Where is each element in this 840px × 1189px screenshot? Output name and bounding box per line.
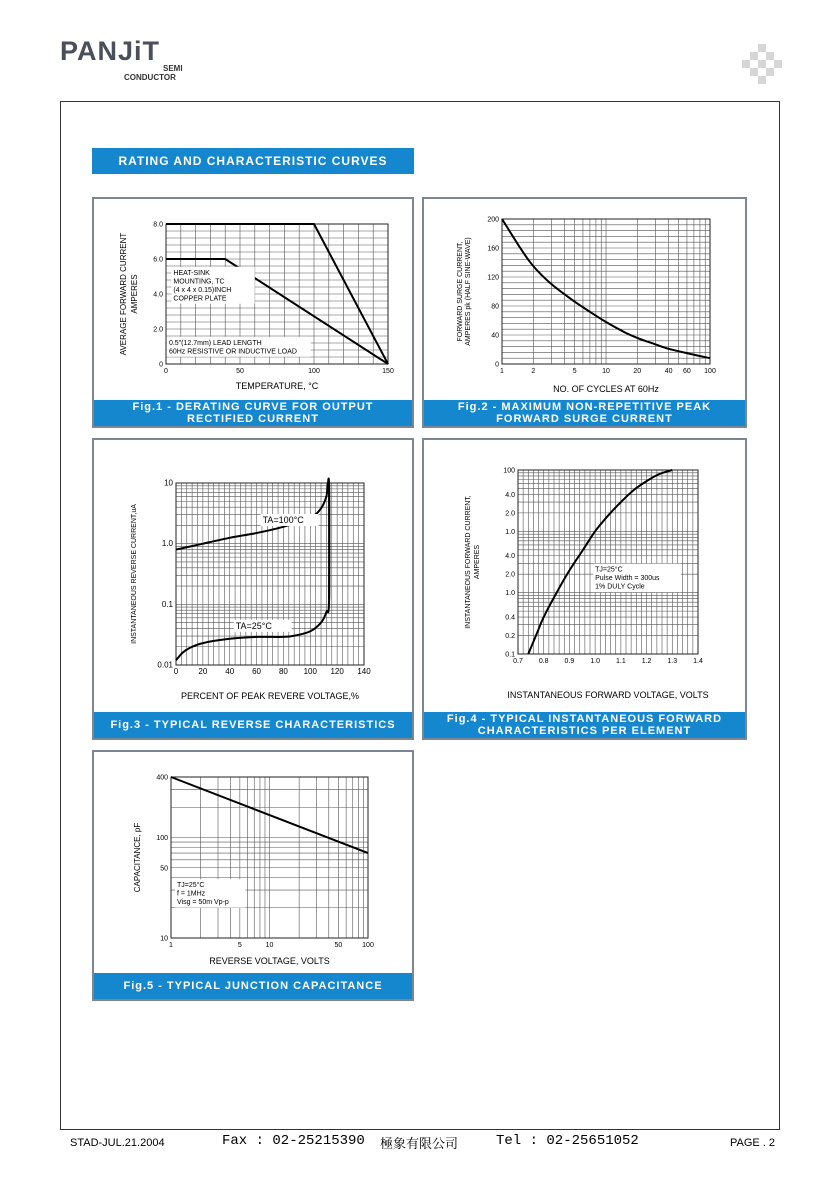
panjit-logo (60, 36, 190, 88)
x-tick-label: 120 (330, 667, 344, 676)
y-tick-label: 2.0 (505, 510, 515, 518)
y-tick-label: 10 (164, 478, 173, 488)
caption-line: Fig.4 - TYPICAL INSTANTANEOUS FORWARD (446, 713, 723, 725)
y-axis-label: AMPERES pk (HALF SINE-WAVE) (465, 237, 472, 346)
y-axis-label: AVERAGE FORWARD CURRENT (119, 232, 128, 356)
y-tick-label: 2.0 (153, 326, 163, 334)
x-tick-label: 100 (308, 368, 320, 375)
fig1-caption (94, 400, 412, 426)
y-tick-label: 1.0 (505, 590, 515, 598)
logo-subtitle-semi: SEMI (163, 64, 183, 73)
fig2-panel (422, 197, 747, 428)
x-tick-label: 100 (362, 942, 374, 949)
y-tick-label: 100 (503, 467, 515, 475)
annotation-text: Visg = 50m Vp-p (176, 899, 229, 907)
annotation-text: 0.5"(12.7mm) LEAD LENGTH (168, 339, 262, 347)
fig3-panel (92, 438, 414, 740)
x-tick-label: 5 (237, 942, 242, 949)
x-tick-label: 60 (252, 667, 262, 676)
footer-page-number: PAGE . 2 (730, 1137, 776, 1149)
caption-line: Fig.5 - TYPICAL JUNCTION CAPACITANCE (123, 980, 383, 992)
fig5-chart (94, 752, 416, 973)
x-tick-label: 150 (382, 368, 394, 375)
fig3-caption (94, 712, 412, 738)
y-tick-label: 6.0 (153, 256, 163, 264)
annotation-text: Pulse Width = 300us (595, 575, 660, 583)
x-tick-label: 1.1 (615, 658, 626, 665)
caption-line: Fig.2 - MAXIMUM NON-REPETITIVE PEAK (457, 401, 712, 413)
x-axis-label: INSTANTANEOUS FORWARD VOLTAGE, VOLTS (507, 690, 709, 700)
y-axis-label: INSTANTANEOUS REVERSE CURRENT,uA (131, 504, 138, 644)
x-tick-label: 0.8 (538, 658, 549, 665)
x-axis-label: REVERSE VOLTAGE, VOLTS (209, 956, 330, 966)
caption-line: CHARACTERISTICS PER ELEMENT (477, 725, 692, 737)
y-tick-label: 2.0 (505, 571, 515, 579)
fig2-chart (424, 199, 749, 400)
y-tick-label: 10 (160, 935, 168, 943)
y-tick-label: 0.2 (505, 633, 515, 641)
annotation-text: 60Hz RESISTIVE OR INDUCTIVE LOAD (168, 348, 297, 356)
x-tick-label: 80 (278, 667, 288, 676)
x-tick-label: 60 (683, 368, 691, 375)
y-tick-label: 200 (487, 216, 499, 224)
x-axis-label: PERCENT OF PEAK REVERE VOLTAGE,% (180, 691, 360, 701)
x-tick-label: 0.7 (513, 658, 523, 665)
y-tick-label: 0.4 (505, 614, 515, 622)
annotation-text: COPPER PLATE (173, 295, 227, 303)
y-tick-label: 0.01 (157, 660, 173, 670)
logo-subtitle-conductor: CONDUCTOR (124, 73, 176, 82)
caption-line: RECTIFIED CURRENT (187, 413, 319, 425)
annotation-text: HEAT-SINK (173, 269, 210, 277)
x-tick-label: 1 (500, 368, 504, 375)
y-tick-label: 8.0 (153, 221, 163, 229)
logo-brand-jit: JiT (118, 36, 161, 66)
x-axis-label: NO. OF CYCLES AT 60Hz (553, 384, 659, 394)
annotation-text: TJ=25°C (595, 566, 623, 574)
y-tick-label: 0.1 (161, 599, 173, 609)
series-line (176, 484, 329, 660)
footer-company: 極象有限公司 (380, 1137, 459, 1152)
x-tick-label: 1.0 (590, 658, 601, 665)
fig1-chart (94, 199, 416, 400)
x-tick-label: 20 (198, 667, 208, 676)
y-tick-label: 400 (156, 774, 168, 782)
y-tick-label: 80 (491, 303, 499, 311)
footer-fax: Fax : 02-25215390 (222, 1133, 365, 1149)
x-tick-label: 50 (334, 942, 343, 949)
x-tick-label: 100 (303, 667, 317, 676)
section-title: RATING AND CHARACTERISTIC CURVES (92, 148, 414, 174)
y-tick-label: 0 (495, 361, 499, 369)
y-tick-label: 0 (159, 361, 163, 369)
fig2-caption (424, 400, 745, 426)
x-tick-label: 1.4 (693, 658, 703, 665)
x-tick-label: 140 (357, 667, 371, 676)
x-tick-label: 0 (164, 368, 168, 375)
x-tick-label: 20 (633, 368, 642, 375)
logo-brand (60, 36, 160, 66)
checker-logo-icon (742, 44, 782, 84)
x-tick-label: 10 (602, 368, 610, 375)
fig3-chart (94, 440, 416, 712)
y-tick-label: 40 (491, 332, 499, 340)
y-tick-label: 4.0 (505, 491, 515, 499)
x-tick-label: 100 (704, 368, 716, 375)
y-axis-label: AMPERES (474, 544, 481, 580)
annotation-text: (4 x 4 x 0.15)INCH (173, 286, 232, 294)
x-tick-label: 0.9 (564, 658, 575, 665)
fig1-panel (92, 197, 414, 428)
x-tick-label: 1.3 (667, 658, 678, 665)
y-tick-label: 4.0 (153, 291, 163, 299)
annotation-text: 1% DULY Cycle (595, 583, 645, 591)
x-tick-label: 50 (236, 368, 244, 375)
y-tick-label: 1.0 (161, 539, 173, 549)
y-tick-label: 0.1 (505, 651, 515, 659)
footer-tel: Tel : 02-25651052 (496, 1133, 639, 1149)
y-axis-label: AMPERES (130, 274, 139, 314)
fig5-panel (92, 750, 414, 1001)
caption-line: FORWARD SURGE CURRENT (496, 413, 673, 425)
y-tick-label: 1.0 (505, 528, 515, 536)
series-label: TA=25°C (235, 620, 272, 631)
y-tick-label: 120 (487, 274, 499, 282)
x-tick-label: 1.2 (641, 658, 652, 665)
y-tick-label: 100 (156, 835, 168, 843)
y-axis-label: CAPACITANCE, pF (133, 822, 142, 893)
y-axis-label: INSTANTANEOUS FORWARD CURRENT, (465, 495, 472, 629)
plot-frame (518, 470, 698, 654)
series-label: TA=100°C (262, 514, 304, 525)
annotation-text: TJ=25°C (176, 882, 205, 890)
fig4-chart (424, 440, 749, 712)
y-axis-label: FORWARD SURGE CURRENT, (457, 241, 464, 342)
x-tick-label: 2 (531, 368, 536, 375)
fig5-caption (94, 973, 412, 999)
y-tick-label: 4.0 (505, 553, 515, 561)
x-tick-label: 1 (169, 942, 173, 949)
fig4-caption (424, 712, 745, 738)
x-axis-label: TEMPERATURE, °C (235, 381, 319, 391)
x-tick-label: 40 (225, 667, 235, 676)
annotation-text: f = 1MHz (176, 890, 206, 898)
caption-line: Fig.3 - TYPICAL REVERSE CHARACTERISTICS (110, 719, 396, 731)
y-tick-label: 160 (487, 245, 499, 253)
x-tick-label: 5 (572, 368, 577, 375)
caption-line: Fig.1 - DERATING CURVE FOR OUTPUT (132, 401, 374, 413)
annotation-text: MOUNTING, TC (173, 278, 225, 286)
x-tick-label: 0 (173, 667, 179, 676)
logo-brand-pan: PAN (60, 36, 119, 66)
y-tick-label: 50 (160, 865, 168, 873)
x-tick-label: 40 (664, 368, 673, 375)
footer-document-code: STAD-JUL.21.2004 (70, 1137, 165, 1149)
fig4-panel (422, 438, 747, 740)
x-tick-label: 10 (265, 942, 274, 949)
